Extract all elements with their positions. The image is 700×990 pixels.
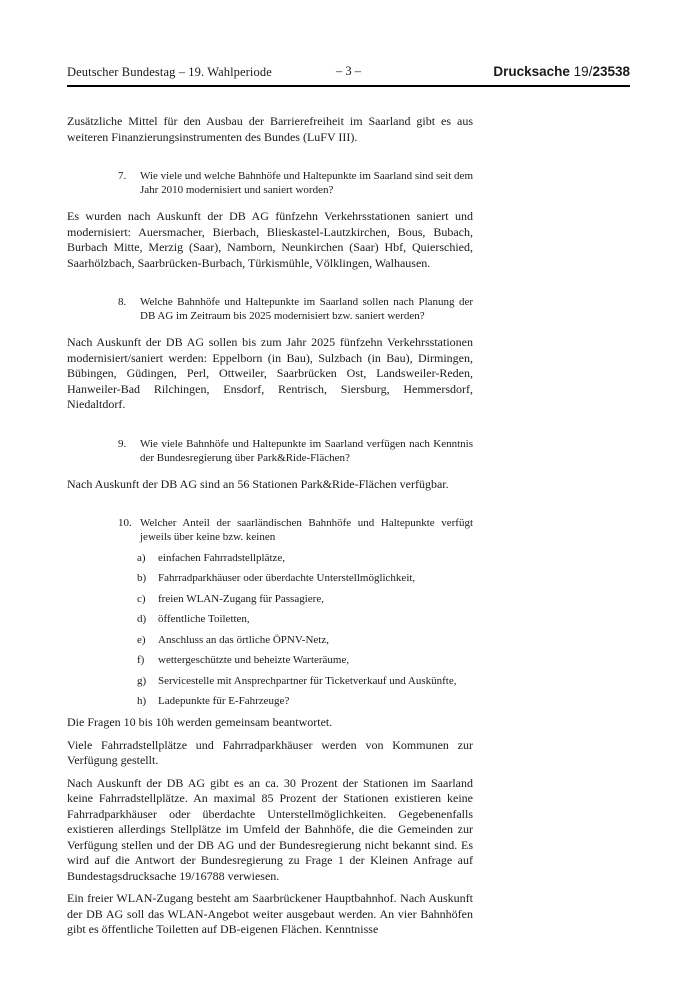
question-10-item-f [137, 653, 473, 667]
item-text: freien WLAN-Zugang für Passagiere, [158, 592, 324, 605]
question-8 [118, 295, 473, 323]
item-letter: c) [137, 592, 146, 605]
question-7-number: 7. [118, 170, 127, 182]
question-9 [118, 437, 473, 465]
header-drucksache-prefix: 19/ [573, 64, 593, 79]
question-8-text: Welche Bahnhöfe und Haltepunkte im Saarland sollen nach Planung der DB AG im Zeitraum bis 2025 modernisiert bzw. saniert werden? [140, 296, 473, 322]
question-10-item-d [137, 612, 473, 626]
item-letter: b) [137, 572, 147, 584]
answer-10-paragraph-3: Nach Auskunft der DB AG gibt es an ca. 30 Prozent der Stationen im Saarland keine Fahrradstellplätze. An maximal 85 Prozent der Stationen existieren keine Fahrradparkhäuser oder überdachte Unterstellmöglichkeiten. Gegebenenfalls existieren allerdings Stellplätze im Umfeld der Bahnhöfe, die die Gemeinden zur Verfügung stellen und der DB AG und der Bundesregierung nicht bekannt sind. Es wird auf die Antwort der Bundesregierung zu Frage 1 der Kleinen Anfrage auf Bundestagsdrucksache 19/16788 verwiesen. [67, 775, 473, 883]
item-text: einfachen Fahrradstellplätze, [158, 551, 286, 564]
question-9-text: Wie viele Bahnhöfe und Haltepunkte im Saarland verfügen nach Kenntnis der Bundesregierung über Park&Ride-Flächen? [140, 437, 473, 464]
item-text: wettergeschützte und beheizte Warteräume, [158, 654, 350, 666]
question-10-number: 10. [118, 517, 132, 529]
item-letter: g) [137, 674, 147, 687]
question-10-item-e [137, 633, 473, 647]
question-9-number: 9. [118, 437, 127, 450]
item-text: Ladepunkte für E-Fahrzeuge? [158, 695, 290, 707]
header-drucksache-number: 23538 [592, 64, 630, 79]
item-text: Servicestelle mit Ansprechpartner für Ticketverkauf und Auskünfte, [158, 674, 457, 687]
question-10-item-c [137, 592, 473, 606]
answer-10-paragraph-4: Ein freier WLAN-Zugang besteht am Saarbrückener Hauptbahnhof. Nach Auskunft der DB AG soll das WLAN-Angebot weiter ausgebaut werden. An vier Bahnhöfen gibt es öffentliche Toiletten auf DB-eigenen Flächen. Kenntnisse [67, 891, 473, 936]
item-letter: h) [137, 695, 147, 707]
header-drucksache [493, 64, 630, 79]
header-page-number: – 3 – [336, 64, 361, 78]
item-letter: e) [137, 633, 146, 646]
page-header [67, 64, 630, 87]
answer-8: Nach Auskunft der DB AG sollen bis zum Jahr 2025 fünfzehn Verkehrsstationen modernisiert/saniert werden: Eppelborn (in Bau), Sulzbach (in Bau), Dirmingen, Bübingen, Güdingen, Perl, Ottweiler, Saarbrücken Ost, Landsweiler-Reden, Hanweiler-Bad Rilchingen, Ensdorf, Rentrisch, Siersburg, Hemmersdorf, Niedaltdorf. [67, 335, 473, 411]
question-7 [118, 169, 473, 197]
question-10 [118, 516, 473, 544]
answer-10-paragraph-2: Viele Fahrradstellplätze und Fahrradparkhäuser werden von Kommunen zur Verfügung gestellt. [67, 737, 473, 767]
document-body [67, 114, 473, 938]
question-7-text: Wie viele und welche Bahnhöfe und Haltepunkte im Saarland sind seit dem Jahr 2010 modernisiert und saniert worden? [140, 170, 473, 196]
item-text: Fahrradparkhäuser oder überdachte Unterstellmöglichkeit, [158, 572, 416, 584]
item-text: öffentliche Toiletten, [158, 613, 250, 625]
question-10-item-b [137, 571, 473, 585]
question-8-number: 8. [118, 296, 127, 308]
intro-paragraph: Zusätzliche Mittel für den Ausbau der Barrierefreiheit im Saarland gibt es aus weiteren Finanzierungsinstrumenten des Bundes (LuFV III). [67, 114, 473, 144]
header-parliament-title: Deutscher Bundestag – 19. Wahlperiode [67, 65, 272, 79]
question-10-item-h [137, 694, 473, 708]
question-10-text: Welcher Anteil der saarländischen Bahnhöfe und Haltepunkte verfügt jeweils über keine bzw. keinen [140, 517, 473, 543]
item-letter: d) [137, 613, 147, 625]
question-10-item-a [137, 551, 473, 565]
item-letter: f) [137, 654, 145, 666]
header-drucksache-label: Drucksache [493, 64, 574, 79]
item-text: Anschluss an das örtliche ÖPNV-Netz, [158, 633, 329, 646]
question-10-item-g [137, 674, 473, 688]
item-letter: a) [137, 551, 146, 564]
answer-10-paragraph-1: Die Fragen 10 bis 10h werden gemeinsam beantwortet. [67, 715, 333, 729]
answer-7: Es wurden nach Auskunft der DB AG fünfzehn Verkehrsstationen saniert und modernisiert: Auersmacher, Bierbach, Blieskastel-Lautzkirchen, Bous, Bubach, Burbach Mitte, Merzig (Saar), Namborn, Neunkirchen (Saar) Hbf, Quierschied, Saarhölzbach, Saarbrücken-Burbach, Türkismühle, Völklingen, Walhausen. [67, 209, 473, 270]
answer-9: Nach Auskunft der DB AG sind an 56 Stationen Park&Ride-Flächen verfügbar. [67, 476, 449, 491]
